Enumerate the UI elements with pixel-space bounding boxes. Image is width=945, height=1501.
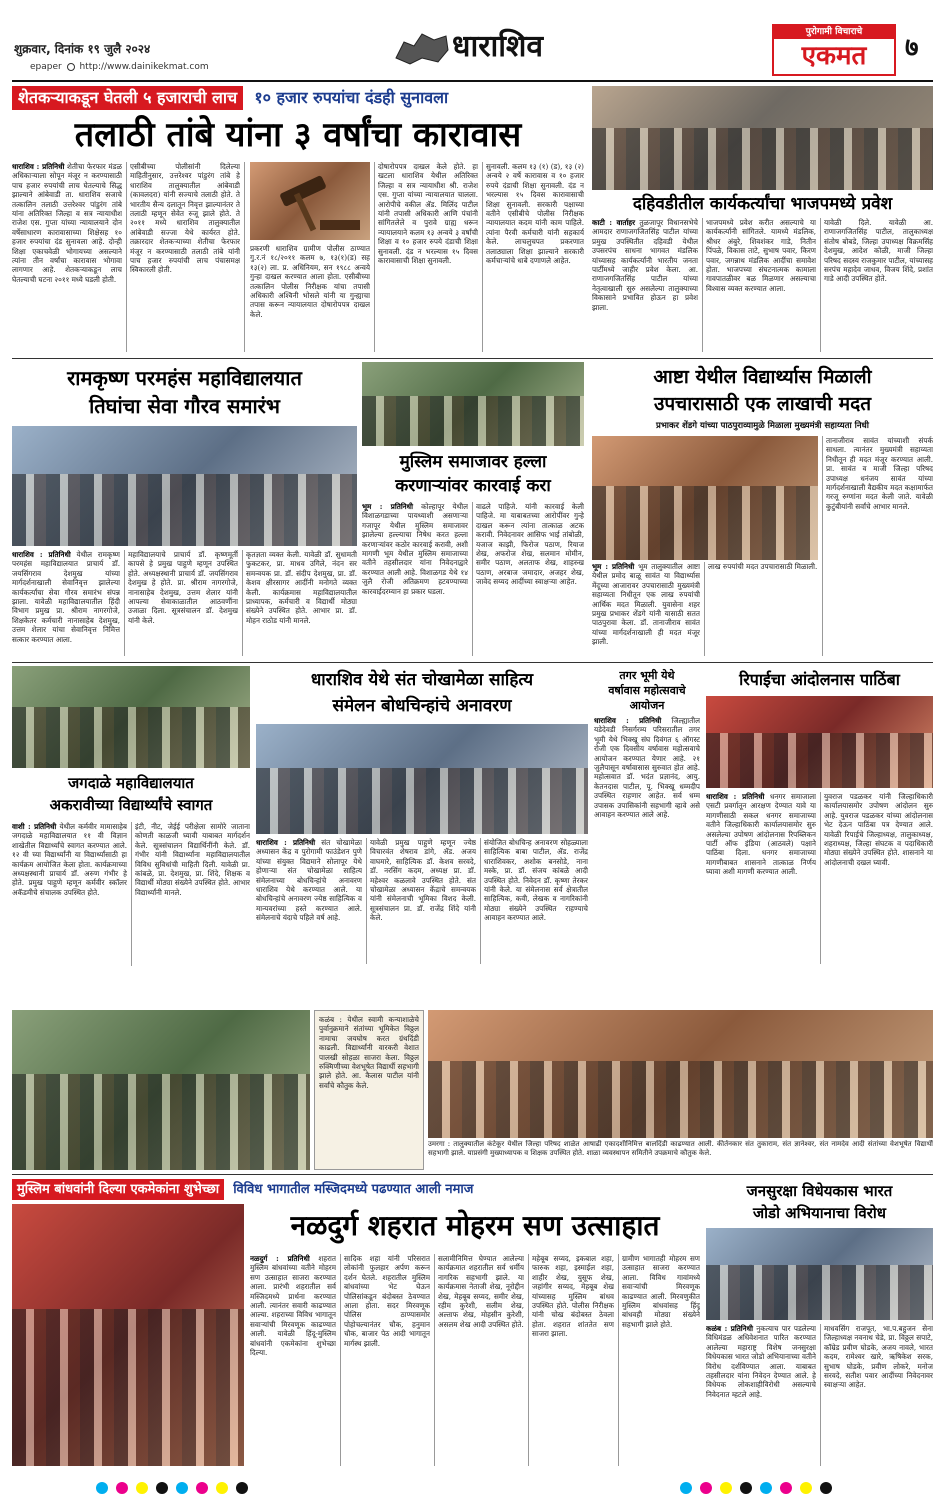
story-col-1 xyxy=(256,838,362,964)
kicker-red: मुस्लिम बांधवांनी दिल्या एकमेकांना शुभेच्छा xyxy=(12,1179,224,1200)
story-text: संत चोखामेळा अध्यासन केंद्र व पुरोगामी फाउंडेशन पुणे यांच्या संयुक्त विद्यमाने सोलापूर येथे होणाऱ्या संत चोखामेळा साहित्य संमेलनाच्या बोधचिन्हांचे अनावरण धाराशिव येथे करण्यात आले. या बोधचिन्हांचे अनावरण ज्येष्ठ साहित्यिक व मान्यवरांच्या हस्ते करण्यात आले. संमेलनाचे यंदाचे पहिले वर्ष आहे. xyxy=(256,838,362,923)
story-col-1 xyxy=(592,218,698,352)
caption-text: कळंब : येथील स्वामी कन्याशाळेचे पुर्वानुक्रमाने संतांच्या भूमिकेत विठ्ठल नामाचा जयघोष करत ग्रंथदिंडी काढली. विद्यार्थ्यांनी वारकरी वेशात पालखी सोहळा साजरा केला. विठ्ठल रुक्मिणीच्या वेशभूषेत विद्यार्थी सहभागी झाले होते. आ. कैलास पाटील यांनी सर्वांचे कौतुक केले. xyxy=(319,1015,419,1090)
edition-title: धाराशिव xyxy=(452,29,544,64)
bjp-photo xyxy=(592,86,933,190)
story-headline-3: आयोजन xyxy=(629,699,665,712)
kicker-red: शेतकऱ्याकडून घेतली ५ हजाराची लाच xyxy=(12,86,243,110)
brand-box xyxy=(772,24,896,76)
story-col-1 xyxy=(706,792,816,964)
story-col-3: सलामीनिमित्त घेण्यात आलेल्या कार्यक्रमात शहरातील सर्व धर्मीय नागरिक सहभागी झाले. या कार्यक्रमास नेताजी शेख, नूरोद्दीन शेख, मेहबूब सय्यद, समीर शेख, रहीम कुरेशी, सलीम शेख, अल्ताफ शेख, मोहसीन कुरेशी, असलम शेख आदी उपस्थित होते. xyxy=(438,1254,524,1329)
story-bhoom-protest xyxy=(362,362,584,658)
map-icon xyxy=(392,28,452,68)
rpi-photo xyxy=(706,696,933,788)
kicker-blue: विविध भागातील मस्जिदमध्ये पढण्यात आली नमाज xyxy=(233,1182,474,1197)
story-subhead: प्रभाकर शेंडगे यांच्या पाठपुराव्यामुळे मिळाला मुख्यमंत्री सहाय्यता निधी xyxy=(656,421,869,431)
story-col-1 xyxy=(250,1254,336,1466)
story-col-1 xyxy=(12,550,120,656)
story-headline: नळदुर्ग शहरात मोहरम सण उत्साहात xyxy=(290,1209,660,1242)
story-col-2: वाढले पाहिजे. यांनी कारवाई केली पाहिजे. मा याबाबतच्या आरोपींवर गुन्हे दाखल करून त्यांना तात्काळ अटक करावी. निवेदनावर आसिफ भाई तांबोळी, यजाज काझी, फिरोज पठाण, रियाज शेख, अफरोज शेख, सलमान मोमीन, समीर पठाण, अलताफ शेख, शाहरुख पठाण, अरबाज जमादार, अजहर शेख, जावेद सय्यद आदींच्या स्वाक्षऱ्या आहेत. xyxy=(476,502,584,587)
story-headline: दहिवडीतील कार्यकर्त्यांचा भाजपमध्ये प्रवेश xyxy=(632,194,893,214)
globe-icon xyxy=(67,63,75,71)
moharram-photo xyxy=(12,1204,244,1466)
story-jagdale xyxy=(12,666,250,1026)
caption-box xyxy=(314,1010,424,1170)
felicitation-photo xyxy=(12,426,357,546)
story-col-3: प्रकरणी धाराशिव ग्रामीण पोलीस ठाण्यात गु.र.नं १८/२०११ कलम ७, १३(१)(ड) सह १३(२) ला. प्र. अधिनियम, सन १९८८ अन्वये गुन्हा दाखल करण्यात आला होता. एसीबीच्या तत्कालिन पोलीस निरीक्षक यांचा तपासी अधिकारी अश्विनी भोसले यांनी या गुन्ह्याचा तपास करून न्यायालयात दोषारोपपत्र दाखल केले. xyxy=(250,244,370,319)
college-photo xyxy=(12,666,250,768)
story-headline-1: धाराशिव येथे संत चोखामेळा साहित्य xyxy=(310,670,534,690)
story-tagar-bhumi xyxy=(594,666,700,966)
story-headline-1: आष्टा येथील विद्यार्थ्यास मिळाली xyxy=(653,366,872,388)
story-headline-2: तिघांचा सेवा गौरव समारंभ xyxy=(89,394,280,418)
epaper-label: epaper xyxy=(30,62,62,72)
story-col-3: संयोजित बोधचिन्ह अनावरण सोहळ्याला साहित्यिक बाबा पाटील, ॲड. राजेंद्र धाराशिवकर, अशोक बनसोडे, नाना मस्के, प्रा. डॉ. संजय कांबळे आदी उपस्थित होते. निवेदन डॉ. कृष्णा तेरकर यांनी केले. या संमेलनास सर्व क्षेत्रातील साहित्यिक, कवी, लेखक व नागरिकांनी मोठ्या संख्येने उपस्थित राहण्याचे आवाहन करण्यात आले. xyxy=(484,838,588,923)
story-col-4: महेबूब सय्यद, इकबाल शहा, फारुक शहा, इस्माईल शहा, शाहीर शेख, युसूफ शेख, जहांगीर सय्यद, मेहबूब शेख यांच्यासह मुस्लिम बांधव उपस्थित होते. पोलीस निरीक्षक यांनी चोख बंदोबस्त ठेवला होता. शहरात शांततेत सण साजरा झाला. xyxy=(532,1254,614,1339)
epaper-url[interactable]: http://www.dainikekmat.com xyxy=(79,62,209,72)
story-dahiwadi xyxy=(592,86,933,354)
story-byline: भूम : प्रतिनिधी xyxy=(362,502,413,511)
unveiling-photo xyxy=(256,724,588,834)
page-number: ७ xyxy=(905,33,919,63)
story-text: येथील कर्मवीर मामासाहेब जगदाळे महाविद्यालयात ११ वी विज्ञान शाखेतील विद्यार्थ्यांचे स्वागत करण्यात आले. १२ वी च्या विद्यार्थ्यांनी या विद्यार्थ्यांसाठी हा कार्यक्रम आयोजित केला होता. कार्यक्रमाच्या अध्यक्षस्थानी प्राचार्य डॉ. अरुण गंभीर हे होते. प्रमुख पाहुणे म्हणून कर्मवीर स्कॉलर अकॅडमीचे संचालक उपस्थित होते. xyxy=(12,822,127,897)
kicker-bar xyxy=(12,86,584,110)
story-text: नुकत्याच पार पडलेल्या विधिमंडळ अधिवेशनात पारित करण्यात आलेल्या महाराष्ट्र विशेष जनसुरक्षा विधेयकास भारत जोडो अभियानाच्या वतीने विरोध दर्शविण्यात आला. याबाबत तहसीलदार यांना निवेदन देण्यात आले. हे विधेयक लोकशाहीविरोधी असल्याचे निवेदनात म्हटले आहे. xyxy=(706,1324,816,1399)
story-headline-2: अकरावीच्या विद्यार्थ्यांचे स्वागत xyxy=(49,796,213,814)
protest-photo xyxy=(362,362,584,446)
masthead-epaper xyxy=(30,62,209,72)
story-headline-2: उपचारासाठी एक लाखाची मदत xyxy=(653,393,872,415)
story-byline: कळंब : प्रतिनिधी xyxy=(706,1324,753,1333)
story-text: कोल्हापूर येथील विशाळगडाच्या पायथ्याशी असणाऱ्या गजापूर येथील मुस्लिम समाजावर झालेल्या हल्ल्याचा निषेध करत हल्ला करणाऱ्यांवर कठोर कारवाई करावी, अशी मागणी भूम येथील मुस्लिम समाजाच्या वतीने तहसीलदार यांना निवेदनाद्वारे करण्यात आली आहे. विशाळगड येथे १४ जुलै रोजी अतिक्रमण हटवण्याच्या कारवाईदरम्यान हा प्रकार घडला. xyxy=(362,502,468,596)
story-col-2: युवराज पडळकर यांनी जिल्हाधिकारी कार्यालयासमोर उपोषण आंदोलन सुरु आहे. युवराज पडळकर यांच्या आंदोलनास भेट देऊन पाठिंबा पत्र देण्यात आले. यावेळी रिपाईचे जिल्हाध्यक्ष, तालुकाध्यक्ष, शहराध्यक्ष, जिल्हा संघटक व पदाधिकारी मोठ्या संख्येने उपस्थित होते. शासनाने या आंदोलनाची दखल घ्यावी. xyxy=(824,792,933,867)
masthead-date: शुक्रवार, दिनांक १९ जुलै २०२४ xyxy=(14,42,151,56)
story-byline: धाराशिव : प्रतिनिधी xyxy=(594,716,662,725)
story-col-1 xyxy=(362,502,468,656)
story-col-2: भाजपमध्ये प्रवेश करीत असल्याचे या कार्यकर्त्यांनी सांगितले. यामध्ये मंडलिक, श्रीधर अंबुरे, शिवशंकर गाडे, नितीन पिंपळे, विकास ताटे, सुभाष पवार, किरण पवार, जगन्नाथ मंडलिक आदींचा समावेश होता. भाजपच्या संघटनात्मक कामाला गावपातळीवर बळ मिळणार असल्याचा विश्वास व्यक्त करण्यात आला. xyxy=(706,218,816,293)
story-byline: धाराशिव : प्रतिनिधी xyxy=(12,162,65,171)
story-jansuraksha xyxy=(706,1178,933,1468)
story-col-4: दोषारोपपत्र दाखल केले होते. हा खटला धाराशिव येथील अतिरिक्त जिल्हा व सत्र न्यायाधीश श्री. राजेश एस. गुप्ता यांच्या न्यायालयात चालला. आरोपीचे वकील ॲड. मिलिंद पाटील यांनी तपासी अधिकारी आणि पंचांनी सांगितलेले व पुरावे ग्राह्य धरून न्यायालयाने कलम १३ अन्वये ३ वर्षांची शिक्षा व १० हजार रुपये दंडाची शिक्षा सुनावली. दंड न भरल्यास १५ दिवस कारावासाची शिक्षा सुनावली. xyxy=(378,162,478,266)
story-col-5: सुनावली. कलम १३ (१) (ड), १३ (२) अन्वये २ वर्षे कारावास व १० हजार रुपये दंडाची शिक्षा सुनावली. दंड न भरल्यास १५ दिवस कारावासाची शिक्षा सुनावली. सरकारी पक्षाच्या वतीने एसीबीचे पोलीस निरीक्षक न्यायालयात कदम यांनी काम पाहिले. त्यांना पैरवी कर्मचारी यांनी सहकार्य केले. लाचलुचपत प्रकरणात तलाठ्याला शिक्षा झाल्याने सरकारी कर्मचाऱ्यांचे धाबे दणाणले आहेत. xyxy=(486,162,584,266)
story-byline: काटी : वार्ताहर xyxy=(592,218,636,227)
story-text: भूम तालुक्यातील आष्टा येथील प्रमोद बाळू सावंत या विद्यार्थ्यास मेंदूच्या आजारावर उपचारासाठी मुख्यमंत्री सहाय्यता निधीतून एक लाख रुपयांची आर्थिक मदत मिळाली. युवासेना शहर प्रमुख प्रभाकर शेंडगे यांनी यासाठी सतत पाठपुरावा केला. डॉ. तानाजीराव सावंत यांच्या मार्गदर्शनाखाली ही मदत मंजूर झाली. xyxy=(592,562,700,647)
story-headline-2: संमेलन बोधचिन्हांचे अनावरण xyxy=(332,696,512,716)
story-col-2: एसीबीच्या पोलीसांनी दिलेल्या माहितीनुसार, उत्तरेश्वर पांडुरंग तांबे हे धाराशिव तालुक्यातील आंबेवाडी (कावलदरा) यांनी सज्याचे तलाठी होते. ते भारतीय सैन्य दलातून निवृत्त झाल्यानंतर ते तलाठी म्हणून सेवेत रुजू झाले होते. ते २०११ मध्ये धाराशिव तालुक्यातील आंबेवाडी सज्जा येथे कार्यरत होते. तक्रारदार शेतकऱ्याच्या शेतीचा फेरफार मंजूर न करण्यासाठी तलाठी तांबे यांनी पाच हजार रुपयांची लाच पंचासमक्ष स्विकारली होती. xyxy=(130,162,240,275)
story-headline-1: जनसुरक्षा विधेयकास भारत xyxy=(746,1182,893,1200)
story-caption: लाख रुपयांची मदत उपचारासाठी मिळाली. xyxy=(708,562,818,571)
story-col-1 xyxy=(594,716,700,964)
story-headline-2: करणाऱ्यांवर कारवाई करा xyxy=(395,476,551,496)
story-text: धनगर समाजाला एसटी प्रवर्गातून आरक्षण देण्यात यावे या मागणीसाठी सकल धनगर समाजाच्या वतीने जिल्हाधिकारी कार्यालयासमोर सुरु असलेल्या उपोषण आंदोलनास रिपब्लिकन पार्टी ऑफ इंडिया (आठवले) पक्षाने पाठिंबा दिला. धनगर समाजाच्या मागणीबाबत शासनाने तात्काळ निर्णय घ्यावा अशी मागणी करण्यात आली. xyxy=(706,792,816,877)
gavel-photo xyxy=(250,162,370,240)
story-col-1 xyxy=(706,1324,816,1466)
story-headline: तलाठी तांबे यांना ३ वर्षांचा कारावास xyxy=(74,115,522,155)
story-text: तुळजापूर विधानसभेचे आमदार राणाजगजितसिंह पाटील यांच्या प्रमुख उपस्थितीत दहिवडी येथील उपसरपंच साधना भागवत मंडलिक यांच्यासह कार्यकर्त्यांनी भारतीय जनता पार्टीमध्ये जाहीर प्रवेश केला. आ. राणाजगजितसिंह पाटील यांच्या नेतृत्वाखाली सुरु असलेल्या तालुक्याच्या विकासाने प्रभावित होऊन हा प्रवेश झाला. xyxy=(592,218,698,312)
story-col-2: यावेळी प्रमुख पाहुणे म्हणून ज्येष्ठ विचारवंत शेषराव डांगे, ॲड. अजय वाघमारे, साहित्यिक डॉ. केशव सरवदे, डॉ. नरसिंग कदम, अध्यक्ष प्रा. डॉ. महेश्वर कळलावे उपस्थित होते. संत चोखामेळा अध्यासन केंद्राचे समन्वयक यांनी संमेलनाची भूमिका विशद केली. सूत्रसंचालन प्रा. डॉ. राजेंद्र शिंदे यांनी केले. xyxy=(370,838,476,923)
story-rpi xyxy=(706,666,933,966)
story-col-2: महाविद्यालयाचे प्राचार्य डॉ. कृष्णमूर्ती कापसे हे प्रमुख पाहुणे म्हणून उपस्थित होते. अध्यक्षस्थानी प्राचार्य डॉ. जयसिंगराव देशमुख हे होते. प्रा. श्रीराम नागरगोजे, नानासाहेब देशमुख, उत्तम शेलार यांनी आपल्या सेवाकाळातील आठवणींना उजाळा दिला. सूत्रसंचालन डॉ. देशमुख यांनी केले. xyxy=(128,550,238,625)
story-byline: धाराशिव : प्रतिनिधी xyxy=(256,838,316,847)
story-col-1 xyxy=(12,822,127,966)
story-col-2: सादिक शहा यांनी परिसरात लोकांनी फुलहार अर्पण करून दर्शन घेतले. शहरातील मुस्लिम बांधवांच्या भेट घेऊन पोलिसांकडून बंदोबस्त ठेवण्यात आला होता. सदर मिरवणूक पोलिस ठाण्यासमोर पोहोचल्यानंतर चौक, हनुमान चौक, बाजार पेठ आदी भागातून मार्गस्थ झाली. xyxy=(344,1254,430,1348)
story-col-3: कृतज्ञता व्यक्त केली. यावेळी डॉ. सुधामती फुकटकर, प्रा. माधव उगिले, नंदन सर समन्वयक प्रा. डॉ. संदीप देशमुख, प्रा. डॉ. केशव क्षीरसागर आदींनी मनोगते व्यक्त केली. कार्यक्रमास महाविद्यालयातील प्राध्यापक, कर्मचारी व विद्यार्थी मोठ्या संख्येने उपस्थित होते. आभार प्रा. डॉ. मोहन राठोड यांनी मानले. xyxy=(246,550,357,625)
aid-photo xyxy=(592,436,818,560)
story-headline-1: तगर भूमी येथे xyxy=(619,669,675,682)
story-text: जिल्ह्यातील यडेदेवडी निसर्गरम्य परिसरातील तगर भूमी येथे भिक्खू संघ दिवंगत ६ ऑगस्ट रोजी एक दिवसीय वर्षावास महोत्सवाचे आयोजन करण्यात येणार आहे. २१ जुलैपासून वर्षावासास सुरुवात होत आहे. महोत्सवात डॉ. भदंत प्रज्ञानंद, आयु. केतनदास पाटील, पू. भिक्खू धम्मदीप उपस्थित राहणार आहेत. सर्व धम्म उपासक उपासिकांनी सहभागी व्हावे असे आवाहन करण्यात आले आहे. xyxy=(594,716,700,820)
dindi-photo-left xyxy=(12,1010,310,1170)
kicker-blue: १० हजार रुपयांचा दंडही सुनावला xyxy=(254,88,449,107)
story-talathi xyxy=(12,86,584,354)
story-col-1 xyxy=(592,562,700,656)
story-ramkrishna xyxy=(12,362,357,658)
story-headline-1: मुस्लिम समाजावर हल्ला xyxy=(399,452,547,472)
masthead xyxy=(0,0,945,84)
story-headline-2: वर्षावास महोत्सवाचे xyxy=(608,684,686,697)
story-chokhamela xyxy=(256,666,588,966)
kicker-bar xyxy=(12,1178,700,1200)
story-col-2: तानाजीराव सावंत यांच्याशी संपर्क साधला. त्यानंतर मुख्यमंत्री सहाय्यता निधीतून ही मदत मंजूर करण्यात आली. प्रा. सावंत व माजी जिल्हा परिषद उपाध्यक्ष धनंजय सावंत यांच्या मार्गदर्शनाखाली वैद्यकीय मदत कक्षामार्फत गरजू रुग्णांना मदत केली जाते. यावेळी कुटुंबीयांनी सर्वांचे आभार मानले. xyxy=(826,436,933,511)
brand-logo: एकमत xyxy=(801,41,867,71)
story-headline-2: जोडो अभियानाचा विरोध xyxy=(753,1204,886,1222)
story-ashta-aid xyxy=(592,362,933,658)
story-byline: नळदुर्ग : प्रतिनिधी xyxy=(250,1254,310,1263)
story-headline: रिपाईचा आंदोलनास पाठिंबा xyxy=(739,670,900,689)
brand-tagline: पुरोगामी विचाराचे xyxy=(774,26,894,39)
story-text: शेतीचा फेरफार मंडळ अधिकाऱ्याला सोपून मंजूर न करण्यासाठी पाच हजार रुपयांची लाच घेतल्याचे सिद्ध झाल्याने आंबेवाडी ता. धाराशिव सजाचे तत्कालिन तलाठी उत्तरेश्वर पांडुरंग तांबे यांना अतिरिक्त जिल्हा व सत्र न्यायाधीश राजेश एस. गुप्ता यांच्या न्यायालयाने दोन वर्षेसाधारण कारावासाच्या शिक्षेसह १० हजार रुपयांचा दंड सुनावला आहे. दोन्ही शिक्षा एकाचवेळी भोगायच्या असल्याने त्यांना तीन वर्षांचा कारावास भोगावा लागणार आहे. शेतकऱ्याकडून लाच घेतल्याची घटना २०११ मध्ये घडली होती. xyxy=(12,162,122,284)
story-byline: धाराशिव : प्रतिनिधी xyxy=(12,550,71,559)
story-byline: वाशी : प्रतिनिधी xyxy=(12,822,57,831)
caption-wide: उमरगा : तालुक्यातील कंटेकूर येथील जिल्हा परिषद शाळेत आषाढी एकादशीनिमित्त बालदिंडी काढण्यात आली. कीर्तनकार संत तुकाराम, संत ज्ञानेश्वर, संत नामदेव आदी संतांच्या वेशभूषेत विद्यार्थी सहभागी झाले. याप्रसंगी मुख्याध्यापक व शिक्षक उपस्थित होते. शाळा व्यवस्थापन समितीने उपक्रमाचे कौतुक केले. xyxy=(428,1140,933,1157)
story-byline: धाराशिव : प्रतिनिधी xyxy=(706,792,765,801)
memorandum-photo xyxy=(706,1228,933,1320)
story-text: येथील रामकृष्ण परमहंस महाविद्यालयात प्राचार्य डॉ. जयसिंगराव देशमुख यांच्या मार्गदर्शनाखाली सेवानिवृत्त झालेल्या कार्यकर्त्यांचा सेवा गौरव समारंभ संपन्न झाला. यावेळी महाविद्यालयातील हिंदी विभाग प्रमुख प्रा. श्रीराम नागरगोजे, शिक्षकेतर कर्मचारी नानासाहेब देशमुख, उत्तम शेलार यांचा सेवानिवृत्त निमित्त सत्कार करण्यात आला. xyxy=(12,550,120,644)
story-headline-1: जगदाळे महाविद्यालयात xyxy=(68,774,194,792)
story-moharram xyxy=(12,1178,700,1468)
story-col-3: यावेळी दिले. यावेळी आ. राणाजगजितसिंह पाटील, तालुकाध्यक्ष संतोष बोबडे, जिल्हा उपाध्यक्ष विक्रमसिंह देशमुख, आदेश कोळी, माजी जिल्हा परिषद सदस्य राजकुमार पाटील, यांच्यासह सरपंच महादेव जाधव, विजय शिंदे, प्रशांत गाडे आदी उपस्थित होते. xyxy=(824,218,933,284)
story-text: शहरात मुस्लिम बांधवांच्या वतीने मोहरम सण उत्साहात साजरा करण्यात आला. प्रारंभी शहरातील सर्व मस्जिदमध्ये प्रार्थना करण्यात आली. त्यानंतर सवारी काढण्यात आल्या. शहराच्या विविध भागातून सवाऱ्यांची मिरवणूक काढण्यात आली. यावेळी हिंदू-मुस्लिम बांधवांनी एकमेकांना शुभेच्छा दिल्या. xyxy=(250,1254,336,1358)
story-col-1 xyxy=(12,162,122,352)
story-col-5: ग्रामीण भागातही मोहरम सण उत्साहात साजरा करण्यात आला. विविध गावांमध्ये सवाऱ्यांची मिरवणूक काढण्यात आली. मिरवणुकीत मुस्लिम बांधवांसह हिंदू बांधवही मोठ्या संख्येने सहभागी झाले होते. xyxy=(622,1254,700,1329)
story-headline-1: रामकृष्ण परमहंस महाविद्यालयात xyxy=(67,366,302,390)
story-byline: भूम : प्रतिनिधी xyxy=(592,562,635,571)
story-col-2: इंटी, नीट, जेईई परीक्षेला सामोरे जाताना कोणती काळजी घ्यावी याबाबत मार्गदर्शन केले. सूत्रसंचालन विद्यार्थिनींनी केले. डॉ. गंभीर यांनी विद्यार्थ्यांना महाविद्यालयातील विविध सुविधांची माहिती दिली. यावेळी प्रा. कांबळे, प्रा. देशमुख, प्रा. शिंदे, शिक्षक व विद्यार्थी मोठ्या संख्येने उपस्थित होते. आभार विद्यार्थ्यांनी मानले. xyxy=(135,822,250,897)
dindi-photo-right xyxy=(428,1010,933,1138)
story-col-2: माधवसिंग राजपूत, भा.प.बहुजन सेना जिल्हाध्यक्ष नवनाथ चेडे, प्रा. विठ्ठल सपाटे, कॉम्रेड प्रवीण घोडके, अजय नावले, भारत कदम, रामेश्वर खारे, ऋषिकेश सरक, सुभाष घोडके, प्रवीण लोकरे, मनोज सरवदे, सतीश पवार आदींच्या निवेदनावर स्वाक्षऱ्या आहेत. xyxy=(824,1324,933,1390)
print-registration-marks xyxy=(0,1478,945,1498)
